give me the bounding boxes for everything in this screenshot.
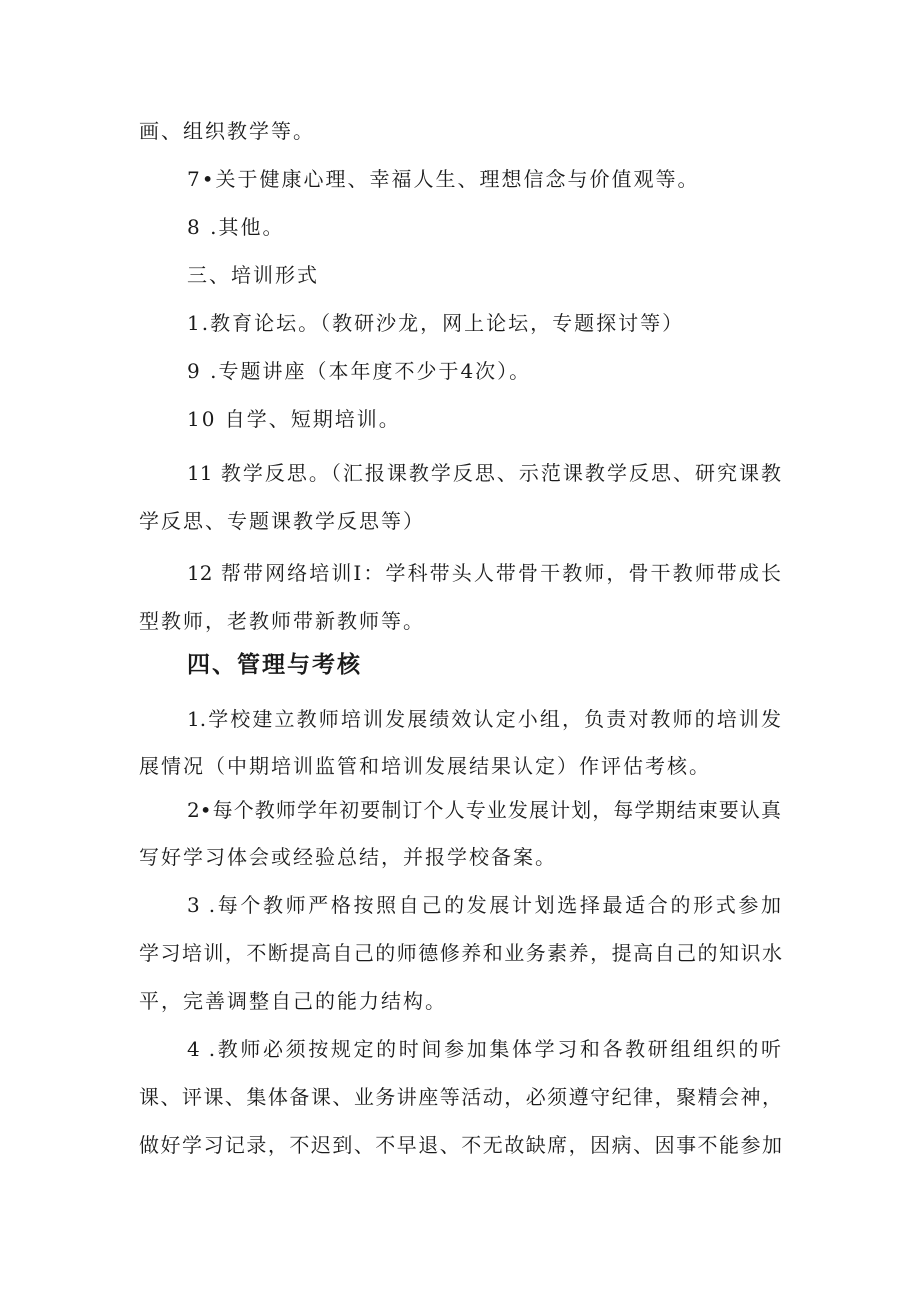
- management-item-2: 2•每个教师学年初要制订个人专业发展计划，每学期结束要认真: [187, 798, 781, 822]
- management-item-4: 4 .教师必须按规定的时间参加集体学习和各教研组组织的听: [187, 1037, 781, 1061]
- management-item-3: 3 .每个教师严格按照自己的发展计划选择最适合的形式参加: [187, 893, 781, 917]
- section-heading-management: 四、管理与考核: [187, 652, 362, 678]
- list-item-7: 7•关于健康心理、幸福人生、理想信念与价值观等。: [187, 167, 700, 191]
- list-item-9: 9 .专题讲座（本年度不少于4次）。: [187, 359, 532, 383]
- management-item-1: 1.学校建立教师培训发展绩效认定小组，负责对教师的培训发: [187, 707, 781, 731]
- paragraph-line: 学习培训，不断提高自己的师德修养和业务素养，提高自己的知识水: [139, 941, 782, 965]
- list-item-8: 8 .其他。: [187, 215, 285, 239]
- paragraph-line: 型教师，老教师带新教师等。: [139, 609, 425, 633]
- paragraph-line: 写好学习体会或经验总结，并报学校备案。: [139, 845, 557, 869]
- paragraph-line: 做好学习记录，不迟到、不早退、不无故缺席，因病、因事不能参加: [139, 1133, 782, 1157]
- section-title-training-format: 三、培训形式: [187, 263, 319, 287]
- paragraph-line: 展情况（中期培训监管和培训发展结果认定）作评估考核。: [139, 754, 711, 778]
- paragraph-line: 课、评课、集体备课、业务讲座等活动，必须遵守纪律，聚精会神，: [139, 1085, 782, 1109]
- paragraph-line: 画、组织教学等。: [139, 119, 315, 143]
- list-item-1: 1.教育论坛。（教研沙龙，网上论坛，专题探讨等）: [187, 311, 685, 335]
- list-item-10: 10 自学、短期培训。: [187, 407, 401, 431]
- paragraph-line: 学反思、专题课教学反思等）: [139, 509, 425, 533]
- list-item-12: 12 帮带网络培训I：学科带头人带骨干教师，骨干教师带成长: [187, 561, 781, 585]
- list-item-11: 11 教学反思。（汇报课教学反思、示范课教学反思、研究课教: [187, 461, 781, 485]
- paragraph-line: 平，完善调整自己的能力结构。: [139, 989, 447, 1013]
